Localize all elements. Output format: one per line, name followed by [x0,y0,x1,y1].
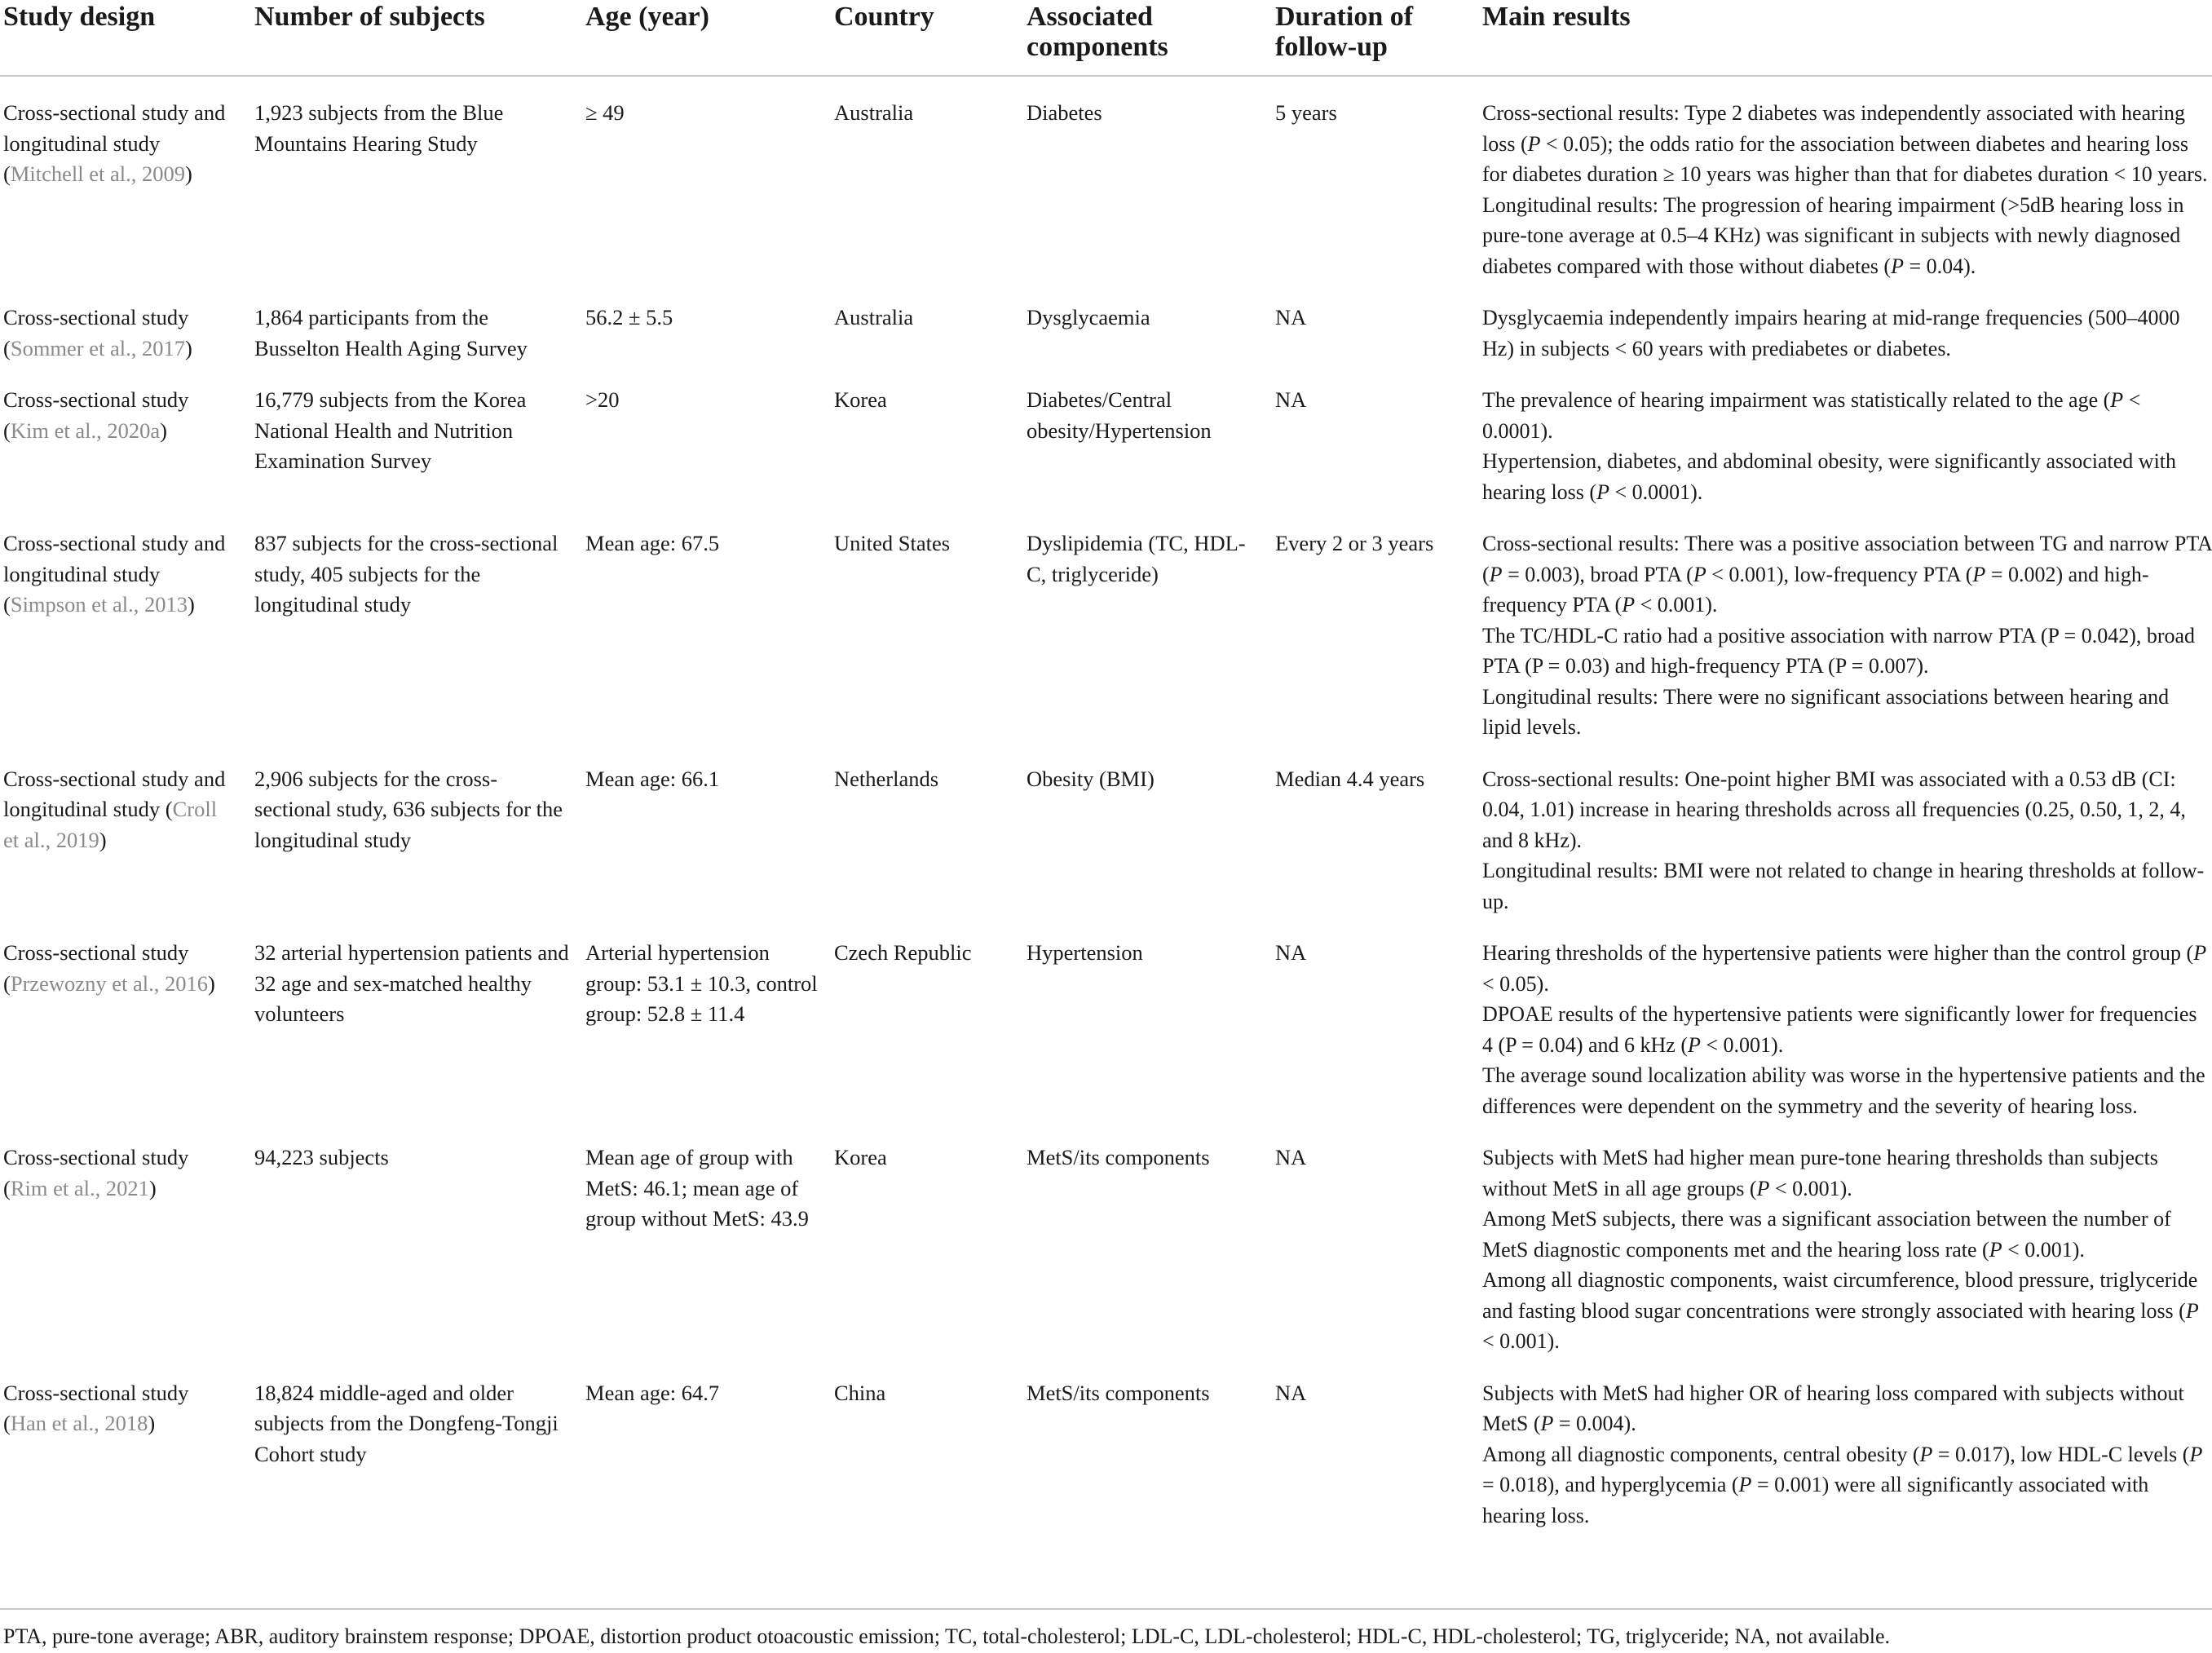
cell-study-design: Cross-sectional study (Han et al., 2018) [3,1380,189,1435]
study-design-text: Cross-sectional study [3,387,189,412]
table-row [0,1121,2212,1357]
cell-associated-components: Diabetes [1027,100,1102,125]
table-row [0,364,2212,507]
cell-main-results [1479,743,2212,917]
table-row [0,76,2212,281]
result-paragraph: Dysglycaemia independently impairs hearing at mid-range frequencies (500–4000 Hz) in subjects < 60 years with prediabetes or diabetes. [1482,306,2180,360]
cell-main-results [1479,917,2212,1121]
header-age: Age (year) [585,2,709,32]
table-footnote: PTA, pure-tone average; ABR, auditory brainstem response; DPOAE, distortion product otoacoustic emission; TC, total-cholesterol; LDL-C, LDL-cholesterol; HDL-C, HDL-cholesterol; TG, triglyceride; NA, not available. [3,1624,1891,1648]
result-paragraph: Cross-sectional results: Type 2 diabetes was independently associated with hearing loss (P < 0.05); the odds ratio for the association between diabetes and hearing loss for diabetes duration ≥ 10 years was higher than that for diabetes duration < 10 years. [1482,101,2208,186]
cell-number-of-subjects: 94,223 subjects [254,1145,389,1169]
citation-link[interactable]: Rim et al., 2021 [10,1175,149,1200]
result-paragraph: The TC/HDL-C ratio had a positive association with narrow PTA (P = 0.042), broad PTA (P = 0.03) and high-frequency PTA (P = 0.007). [1482,623,2196,678]
cell-number-of-subjects: 32 arterial hypertension patients and 32 age and sex-matched healthy volunteers [254,940,569,1026]
cell-country: Korea [834,387,887,412]
header-number-of-subjects: Number of subjects [254,2,485,32]
cell-age: ≥ 49 [585,100,625,125]
cell-main-results [1479,1121,2212,1357]
result-paragraph: Cross-sectional results: There was a positive association between TG and narrow PTA (P = 0.003), broad PTA (P < 0.001), low-frequency PTA (P = 0.002) and high-frequency PTA (P < 0.001). [1482,532,2212,617]
table-row [0,281,2212,364]
table-bottom-rule [0,1608,2212,1610]
cell-age: Mean age: 64.7 [585,1380,720,1405]
result-paragraph: Cross-sectional results: One-point higher BMI was associated with a 0.53 dB (CI: 0.04, 1.01) increase in hearing thresholds across all frequencies (0.25, 0.50, 1, 2, 4, and 8 kHz). [1482,767,2186,852]
cell-follow-up: Median 4.4 years [1275,766,1425,791]
cell-main-results [1479,364,2212,507]
result-paragraph: Subjects with MetS had higher mean pure-tone hearing thresholds than subjects without MetS in all age groups (P < 0.001). [1482,1146,2158,1200]
study-design-text: Cross-sectional study and longitudinal study [3,100,226,156]
cell-country: United States [834,531,951,555]
cell-follow-up: Every 2 or 3 years [1275,531,1434,555]
cell-age: Mean age: 67.5 [585,531,720,555]
citation-link[interactable]: Croll et al., 2019 [3,797,218,852]
cell-age: Arterial hypertension group: 53.1 ± 10.3, control group: 52.8 ± 11.4 [585,940,818,1026]
citation-link[interactable]: Sommer et al., 2017 [10,335,186,360]
citation-link[interactable]: Kim et al., 2020a [10,418,161,443]
result-paragraph: Longitudinal results: There were no significant associations between hearing and lipid levels. [1482,684,2170,739]
result-paragraph: Among MetS subjects, there was a significant association between the number of MetS diagnostic components met and the hearing loss rate (P < 0.001). [1482,1207,2171,1262]
header-associated-components: Associated components [1027,2,1168,62]
cell-follow-up: NA [1275,305,1307,329]
cell-study-design: Cross-sectional study and longitudinal study (Simpson et al., 2013) [3,531,226,617]
cell-study-design: Cross-sectional study (Kim et al., 2020a) [3,387,189,443]
study-design-text: Cross-sectional study [3,1380,189,1405]
table-header [0,0,2212,76]
table-row [0,507,2212,743]
result-paragraph: Among all diagnostic components, central obesity (P = 0.017), low HDL-C levels (P = 0.018), and hyperglycemia (P = 0.001) were all significantly associated with hearing loss. [1482,1442,2203,1527]
cell-number-of-subjects: 16,779 subjects from the Korea National Health and Nutrition Examination Survey [254,387,527,473]
header-country: Country [834,2,934,32]
header-duration-of-follow-up: Duration of follow-up [1275,2,1414,62]
cell-country: Czech Republic [834,940,972,965]
result-paragraph: The prevalence of hearing impairment was statistically related to the age (P < 0.0001). [1482,388,2141,443]
cell-associated-components: Hypertension [1027,940,1143,965]
citation-link[interactable]: Simpson et al., 2013 [10,592,188,617]
study-design-text: Cross-sectional study [3,305,189,329]
cell-follow-up: NA [1275,387,1307,412]
result-paragraph: Hearing thresholds of the hypertensive patients were higher than the control group (P < 0.05). [1482,941,2207,996]
table-row [0,917,2212,1121]
result-paragraph: Subjects with MetS had higher OR of hearing loss compared with subjects without MetS (P = 0.004). [1482,1381,2184,1435]
cell-age: Mean age: 66.1 [585,766,720,791]
study-design-text: Cross-sectional study and longitudinal study [3,531,226,586]
citation-link[interactable]: Han et al., 2018 [10,1411,148,1435]
header-row [0,0,2212,76]
cell-main-results [1479,507,2212,743]
cell-associated-components: Dyslipidemia (TC, HDL-C, triglyceride) [1027,531,1246,586]
cell-associated-components: MetS/its components [1027,1145,1210,1169]
cell-country: Netherlands [834,766,939,791]
table-row [0,1357,2212,1531]
cell-country: Australia [834,100,914,125]
result-paragraph: Hypertension, diabetes, and abdominal obesity, were significantly associated with hearing loss (P < 0.0001). [1482,449,2177,504]
cell-follow-up: NA [1275,1380,1307,1405]
cell-age: >20 [585,387,620,412]
cell-number-of-subjects: 2,906 subjects for the cross-sectional study, 636 subjects for the longitudinal study [254,766,563,852]
cell-associated-components: Diabetes/Central obesity/Hypertension [1027,387,1212,443]
cell-follow-up: NA [1275,940,1307,965]
cell-country: Australia [834,305,914,329]
cell-age: 56.2 ± 5.5 [585,305,673,329]
result-paragraph: The average sound localization ability was worse in the hypertensive patients and the differences were dependent on the symmetry and the severity of hearing loss. [1482,1063,2205,1118]
cell-age: Mean age of group with MetS: 46.1; mean age of group without MetS: 43.9 [585,1145,809,1231]
cell-study-design: Cross-sectional study (Rim et al., 2021) [3,1145,189,1200]
cell-associated-components: Dysglycaemia [1027,305,1150,329]
cell-follow-up: NA [1275,1145,1307,1169]
cell-study-design: Cross-sectional study and longitudinal study (Mitchell et al., 2009) [3,100,226,186]
cell-associated-components: Obesity (BMI) [1027,766,1155,791]
cell-main-results [1479,281,2212,364]
cell-main-results [1479,1357,2212,1531]
study-design-text: Cross-sectional study [3,1145,189,1169]
result-paragraph: Among all diagnostic components, waist circumference, blood pressure, triglyceride and fasting blood sugar concentrations were strongly associated with hearing loss (P < 0.001). [1482,1268,2199,1353]
cell-main-results [1479,76,2212,281]
cell-study-design: Cross-sectional study (Sommer et al., 2017) [3,305,192,360]
table-body [0,76,2212,1531]
result-paragraph: Longitudinal results: BMI were not related to change in hearing thresholds at follow-up. [1482,859,2205,913]
cell-number-of-subjects: 18,824 middle-aged and older subjects from the Dongfeng-Tongji Cohort study [254,1380,559,1466]
cell-number-of-subjects: 1,864 participants from the Busselton Health Aging Survey [254,305,528,360]
cell-study-design: Cross-sectional study (Przewozny et al., 2016) [3,940,215,996]
citation-link[interactable]: Przewozny et al., 2016 [10,970,208,996]
table-row [0,743,2212,917]
citation-link[interactable]: Mitchell et al., 2009 [10,161,185,186]
cell-study-design: Cross-sectional study and longitudinal study (Croll et al., 2019) [3,766,226,852]
header-study-design: Study design [3,2,156,32]
cell-number-of-subjects: 1,923 subjects from the Blue Mountains Hearing Study [254,100,504,156]
cell-country: China [834,1380,886,1405]
cell-country: Korea [834,1145,887,1169]
study-design-text: Cross-sectional study and longitudinal study [3,766,226,821]
result-paragraph: Longitudinal results: The progression of hearing impairment (>5dB hearing loss in pure-tone average at 0.5–4 KHz) was significant in subjects with newly diagnosed diabetes compared with those without diabetes (P = 0.04). [1482,192,2184,278]
study-design-text: Cross-sectional study [3,940,189,965]
cell-associated-components: MetS/its components [1027,1380,1210,1405]
cell-follow-up: 5 years [1275,100,1337,125]
header-main-results: Main results [1482,2,1631,32]
result-paragraph: DPOAE results of the hypertensive patients were significantly lower for frequencies 4 (P = 0.04) and 6 kHz (P < 0.001). [1482,1002,2197,1057]
cell-number-of-subjects: 837 subjects for the cross-sectional study, 405 subjects for the longitudinal study [254,531,559,617]
